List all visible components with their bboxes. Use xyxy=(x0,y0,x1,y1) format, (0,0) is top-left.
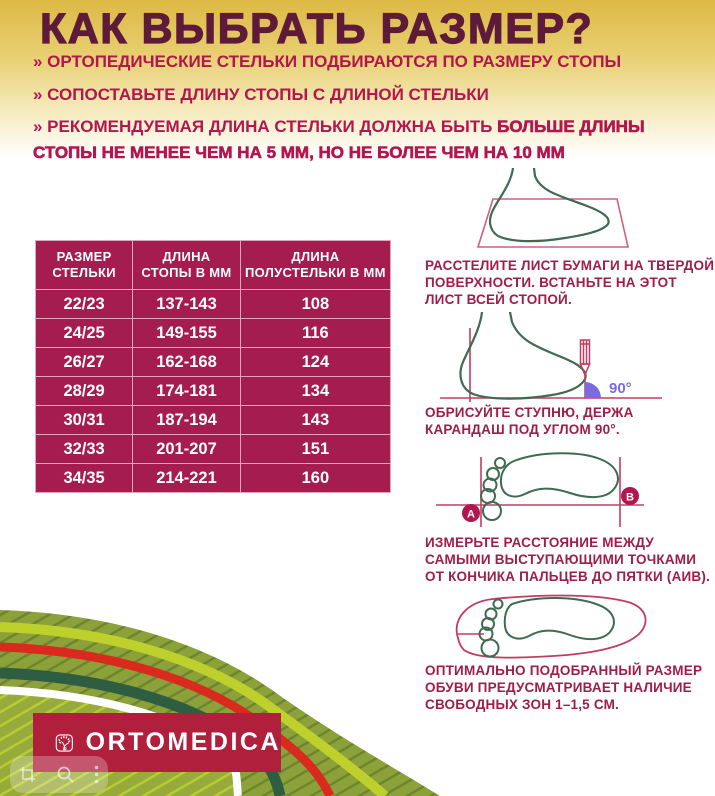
cell-size: 24/25 xyxy=(36,319,133,348)
table-row xyxy=(36,435,391,464)
table-header-half-insole-length: ДЛИНА ПОЛУСТЕЛЬКИ В ММ xyxy=(240,241,390,290)
cell-size: 28/29 xyxy=(36,377,133,406)
bullet-list xyxy=(33,49,688,172)
page-title: КАК ВЫБРАТЬ РАЗМЕР? xyxy=(40,5,594,53)
table-row xyxy=(36,348,391,377)
cell-foot-length: 187-194 xyxy=(133,406,241,435)
table-row xyxy=(36,290,391,319)
table-row xyxy=(36,406,391,435)
trace-foot-illustration xyxy=(430,312,695,404)
bullet-item-3 xyxy=(33,114,688,165)
table-row xyxy=(36,464,391,493)
cell-foot-length: 214-221 xyxy=(133,464,241,493)
table-row xyxy=(36,377,391,406)
bullet-item-2: » СОПОСТАВЬТЕ ДЛИНУ СТОПЫ С ДЛИНОЙ СТЕЛЬКИ xyxy=(33,84,489,104)
cell-size: 34/35 xyxy=(36,464,133,493)
point-a-badge xyxy=(462,504,480,522)
cell-size: 30/31 xyxy=(36,406,133,435)
table-header-foot-length: ДЛИНА СТОПЫ В ММ xyxy=(133,241,241,290)
point-b-badge xyxy=(621,487,639,505)
measure-footprint-illustration xyxy=(428,447,693,533)
foot-side-outline xyxy=(490,168,609,241)
table-header-insole-size: РАЗМЕР СТЕЛЬКИ xyxy=(36,241,133,290)
foot-side-outline xyxy=(460,312,585,399)
viewer-toolbar-overlay xyxy=(10,756,108,793)
cell-half-insole: 160 xyxy=(240,464,390,493)
cell-half-insole: 143 xyxy=(240,406,390,435)
step1-caption: РАССТЕЛИТЕ ЛИСТ БУМАГИ НА ТВЕРДОЙ ПОВЕРХНОСТИ. ВСТАНЬТЕ НА ЭТОТ ЛИСТ ВСЕЙ СТОПОЙ. xyxy=(425,258,715,307)
bullet-item-1: » ОРТОПЕДИЧЕСКИЕ СТЕЛЬКИ ПОДБИРАЮТСЯ ПО РАЗМЕРУ СТОПЫ xyxy=(33,52,622,71)
step2-caption: ОБРИСУЙТЕ СТУПНЮ, ДЕРЖА КАРАНДАШ ПОД УГЛОМ 90°. xyxy=(425,405,634,437)
search-lens-icon[interactable] xyxy=(56,765,75,784)
step4-caption: ОПТИМАЛЬНО ПОДОБРАННЫЙ РАЗМЕР ОБУВИ ПРЕДУСМАТРИВАЕТ НАЛИЧИЕ СВОБОДНЫХ ЗОН 1–1,5 СМ. xyxy=(425,663,703,712)
bullet-item-3-regular: » РЕКОМЕНДУЕМАЯ ДЛИНА СТЕЛЬКИ ДОЛЖНА БЫТЬ xyxy=(33,117,498,136)
svg-text:В: В xyxy=(626,491,634,504)
size-table xyxy=(35,240,391,493)
cell-half-insole: 134 xyxy=(240,377,390,406)
cell-foot-length: 201-207 xyxy=(133,435,241,464)
cell-half-insole: 151 xyxy=(240,435,390,464)
cell-size: 32/33 xyxy=(36,435,133,464)
foot-on-paper-illustration xyxy=(435,168,685,258)
tree-leaves xyxy=(58,735,71,743)
cell-half-insole: 108 xyxy=(240,290,390,319)
kebab-menu-icon[interactable] xyxy=(94,765,99,784)
cell-half-insole: 124 xyxy=(240,348,390,377)
cell-half-insole: 116 xyxy=(240,319,390,348)
cell-foot-length: 149-155 xyxy=(133,319,241,348)
brand-name: ORTOMEDICA xyxy=(85,728,281,756)
angle-arc xyxy=(585,382,601,398)
table-header-row xyxy=(36,241,391,290)
bullet-item-3-bold: БОЛЬШЕ ДЛИНЫ СТОПЫ НЕ МЕНЕЕ ЧЕМ НА 5 ММ, НО НЕ БОЛЕЕ ЧЕМ НА 10 ММ xyxy=(33,117,645,162)
svg-text:А: А xyxy=(467,508,475,521)
crop-icon[interactable] xyxy=(19,766,36,783)
angle-label: 90° xyxy=(609,380,632,397)
cell-size: 26/27 xyxy=(36,348,133,377)
cell-size: 22/23 xyxy=(36,290,133,319)
step3-caption: ИЗМЕРЬТЕ РАССТОЯНИЕ МЕЖДУ САМЫМИ ВЫСТУПАЮЩИМИ ТОЧКАМИ ОТ КОНЧИКА ПАЛЬЦЕВ ДО ПЯТКИ (АИВ). xyxy=(425,535,711,584)
table-row xyxy=(36,319,391,348)
cell-foot-length: 162-168 xyxy=(133,348,241,377)
footprint-outline xyxy=(481,453,618,520)
cell-foot-length: 137-143 xyxy=(133,290,241,319)
cell-foot-length: 174-181 xyxy=(133,377,241,406)
